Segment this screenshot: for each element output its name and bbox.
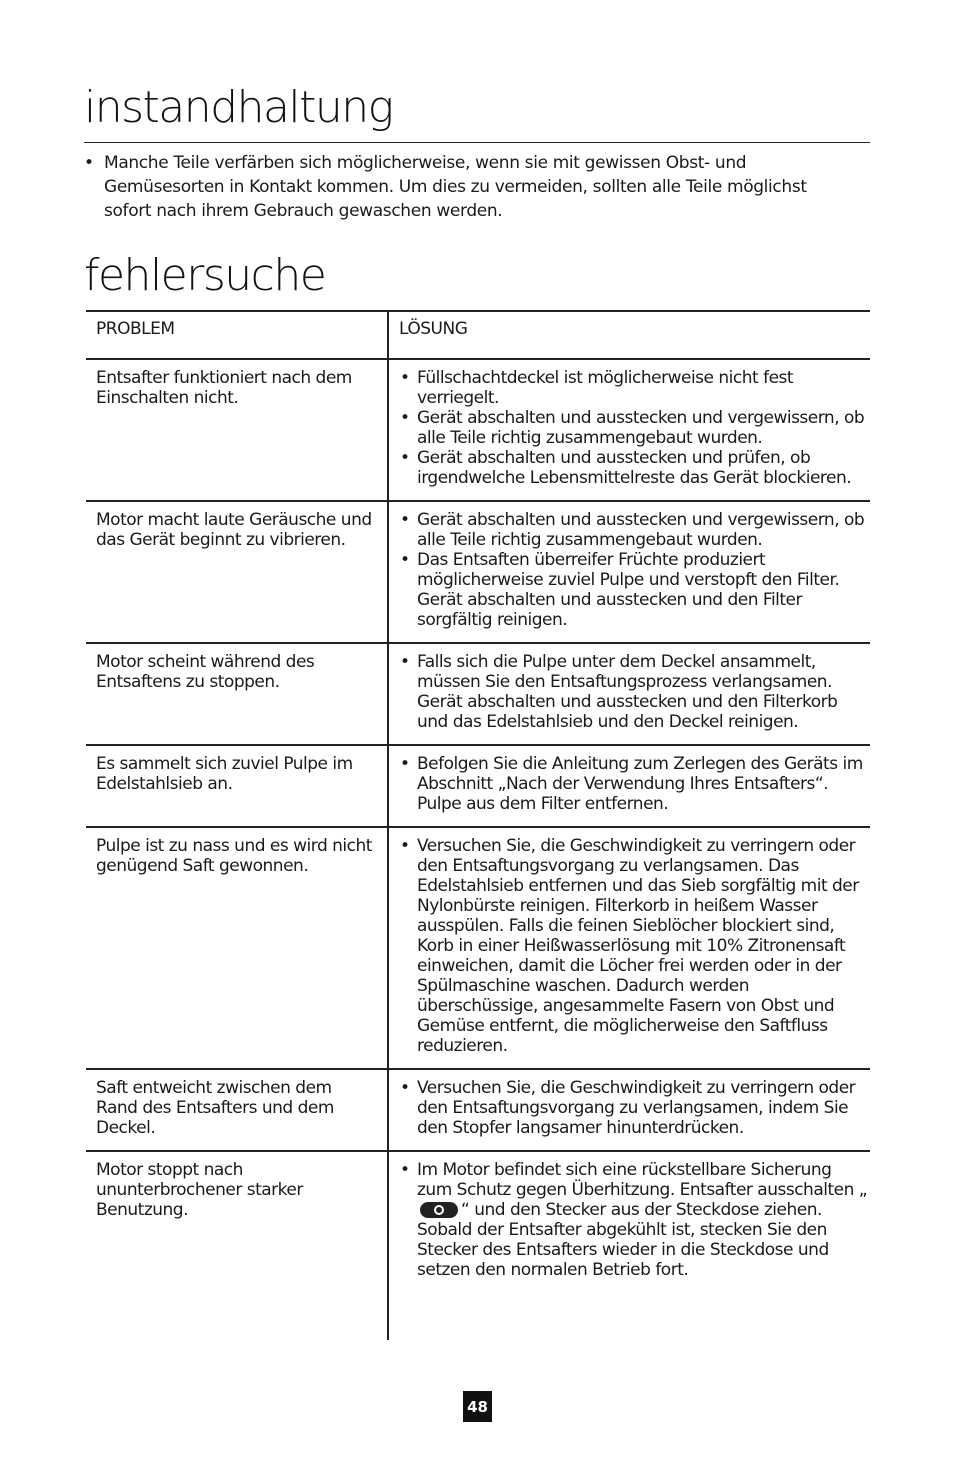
title-rule (84, 142, 870, 143)
solution-item: • Gerät abschalten und ausstecken und prüfen, ob irgendwelche Lebensmittelreste das Gerät blockieren. (399, 448, 870, 488)
solution-cell (388, 1151, 870, 1340)
solution-cell (388, 643, 870, 745)
solution-item (399, 1160, 870, 1280)
problem-cell: Entsafter funktioniert nach dem Einschalten nicht. (86, 359, 388, 501)
maintenance-note (84, 151, 844, 223)
table-row (86, 745, 870, 827)
solution-cell (388, 745, 870, 827)
table-row (86, 827, 870, 1069)
solution-item: • Versuchen Sie, die Geschwindigkeit zu verringern oder den Entsaftungsvorgang zu verlangsamen. Das Edelstahlsieb entfernen und das Sieb sorgfältig mit der Nylonbürste reinigen. Filterkorb in heißem Wasser ausspülen. Falls die feinen Sieblöcher blockiert sind, Korb in einer Heißwasserlösung mit 10% Zitronensaft einweichen, damit die Löcher frei werden oder in der Spülmaschine waschen. Dadurch werden überschüssige, angesammelte Fasern von Obst und Gemüse entfernt, die möglicherweise den Saftfluss reduzieren. (399, 836, 870, 1056)
solution-item: • Gerät abschalten und ausstecken und vergewissern, ob alle Teile richtig zusammengebaut wurden. (399, 510, 870, 550)
solution-item: • Füllschachtdeckel ist möglicherweise nicht fest verriegelt. (399, 368, 870, 408)
problem-cell: Motor macht laute Geräusche und das Gerät beginnt zu vibrieren. (86, 501, 388, 643)
maintenance-text: Manche Teile verfärben sich möglicherweise, wenn sie mit gewissen Obst- und Gemüsesorten in Kontakt kommen. Um dies zu vermeiden, sollten alle Teile möglichst sofort nach ihrem Gebrauch gewaschen werden. (104, 153, 807, 221)
problem-cell: Es sammelt sich zuviel Pulpe im Edelstahlsieb an. (86, 745, 388, 827)
problem-cell: Saft entweicht zwischen dem Rand des Entsafters und dem Deckel. (86, 1069, 388, 1151)
page-number: 48 (463, 1391, 492, 1422)
header-solution: LÖSUNG (388, 311, 870, 359)
solution-text: “ und den Stecker aus der Steckdose ziehen. Sobald der Entsafter abgekühlt ist, stecken Sie den Stecker des Entsafters wieder in die Steckdose und setzen den normalen Betrieb fort. (417, 1200, 829, 1280)
problem-cell: Motor scheint während des Entsaftens zu stoppen. (86, 643, 388, 745)
solution-cell (388, 827, 870, 1069)
power-off-button-icon (420, 1202, 458, 1218)
solution-item: • Befolgen Sie die Anleitung zum Zerlegen des Geräts im Abschnitt „Nach der Verwendung Ihres Entsafters“. Pulpe aus dem Filter entfernen. (399, 754, 870, 814)
table-row (86, 1151, 870, 1340)
solution-item: • Das Entsaften überreifer Früchte produziert möglicherweise zuviel Pulpe und verstopft den Filter. Gerät abschalten und ausstecken und den Filter sorgfältig reinigen. (399, 550, 870, 630)
solution-item: • Gerät abschalten und ausstecken und vergewissern, ob alle Teile richtig zusammengebaut wurden. (399, 408, 870, 448)
solution-cell (388, 1069, 870, 1151)
bullet: • (84, 153, 94, 173)
solution-text: Im Motor befindet sich eine rückstellbare Sicherung zum Schutz gegen Überhitzung. Entsafter ausschalten „ (417, 1160, 868, 1200)
table-row (86, 1069, 870, 1151)
troubleshooting-table (86, 310, 870, 1340)
table-row (86, 359, 870, 501)
problem-cell: Motor stoppt nach ununterbrochener starker Benutzung. (96, 1160, 303, 1220)
solution-item: • Falls sich die Pulpe unter dem Deckel ansammelt, müssen Sie den Entsaftungsprozess verlangsamen. Gerät abschalten und ausstecken und den Filterkorb und das Edelstahlsieb und den Deckel reinigen. (399, 652, 870, 732)
table-row (86, 643, 870, 745)
problem-cell: Pulpe ist zu nass und es wird nicht genügend Saft gewonnen. (86, 827, 388, 1069)
table-header-row (86, 311, 870, 359)
section-title-troubleshooting: fehlersuche (84, 250, 326, 301)
table-row (86, 501, 870, 643)
solution-cell (388, 501, 870, 643)
section-title-maintenance: instandhaltung (84, 82, 393, 133)
solution-item: • Versuchen Sie, die Geschwindigkeit zu verringern oder den Entsaftungsvorgang zu verlangsamen, indem Sie den Stopfer langsamer hinunterdrücken. (399, 1078, 870, 1138)
header-problem: PROBLEM (86, 311, 388, 359)
solution-cell (388, 359, 870, 501)
